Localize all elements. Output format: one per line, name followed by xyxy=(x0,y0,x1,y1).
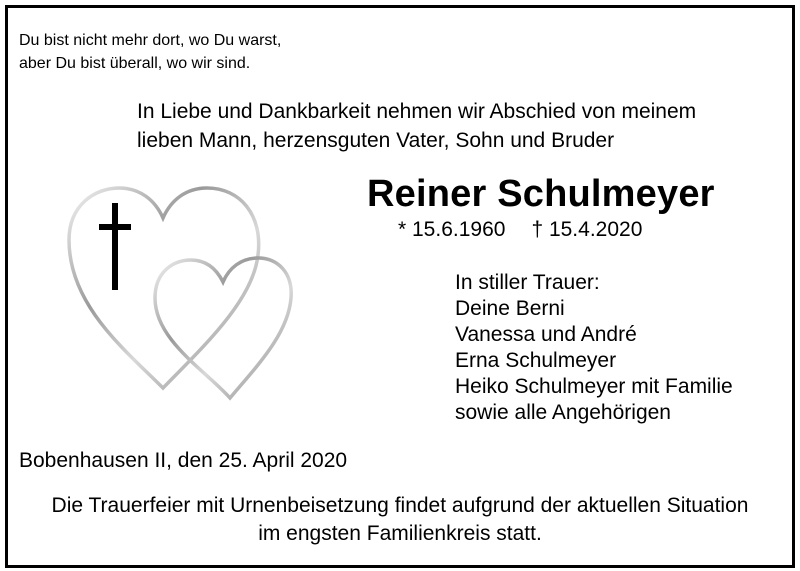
mourner-item: sowie alle Angehörigen xyxy=(455,401,671,424)
mourner-item: Erna Schulmeyer xyxy=(455,349,617,372)
death-date: † 15.4.2020 xyxy=(531,218,643,241)
deceased-name: Reiner Schulmeyer xyxy=(367,173,715,215)
life-dates xyxy=(398,218,642,242)
birth-date: * 15.6.1960 xyxy=(398,218,506,241)
motto-line-1: Du bist nicht mehr dort, wo Du warst, xyxy=(19,32,282,49)
funeral-notice xyxy=(0,492,800,548)
funeral-notice-line-2: im engsten Familienkreis statt. xyxy=(258,522,542,545)
motto-quote xyxy=(19,29,281,75)
mourner-item: Heiko Schulmeyer mit Familie xyxy=(455,375,733,398)
mourners-heading: In stiller Trauer: xyxy=(455,271,600,294)
double-heart-icon xyxy=(55,180,300,405)
mourner-item: Vanessa und André xyxy=(455,323,637,346)
cross-icon xyxy=(99,203,131,290)
intro-text xyxy=(137,97,696,155)
large-heart-outline xyxy=(69,188,259,388)
funeral-notice-line-1: Die Trauerfeier mit Urnenbeisetzung findet aufgrund der aktuellen Situation xyxy=(51,494,749,517)
motto-line-2: aber Du bist überall, wo wir sind. xyxy=(19,55,251,72)
intro-line-1: In Liebe und Dankbarkeit nehmen wir Abschied von meinem xyxy=(137,100,697,123)
mourner-item: Deine Berni xyxy=(455,297,565,320)
mourners-list xyxy=(455,270,733,426)
intro-line-2: lieben Mann, herzensguten Vater, Sohn und Bruder xyxy=(137,129,615,152)
place-and-date: Bobenhausen II, den 25. April 2020 xyxy=(19,449,348,472)
